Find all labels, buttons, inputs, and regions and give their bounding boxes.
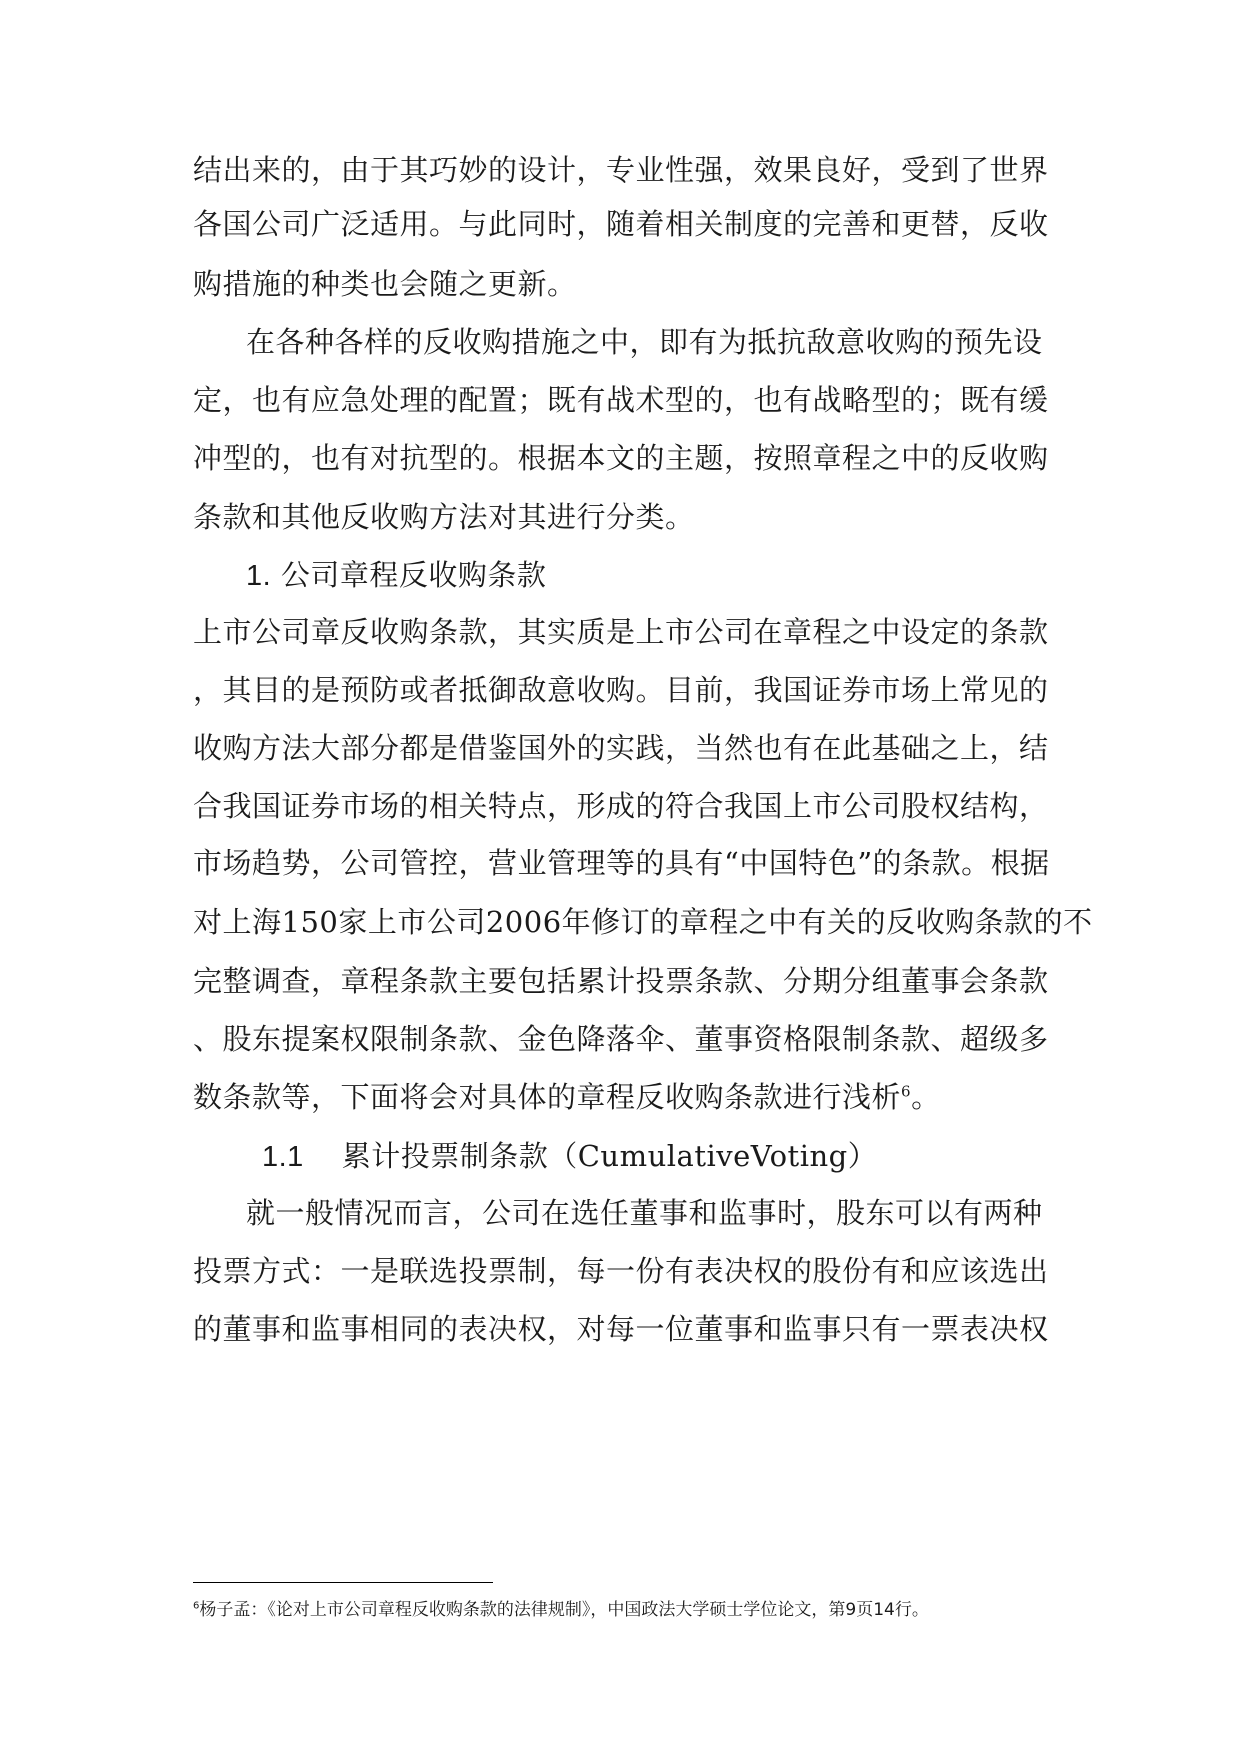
line-end-punct: 。 [911, 1080, 941, 1114]
paragraph-line: 投票方式：一是联选投票制，每一份有表决权的股份有和应该选出 [193, 1254, 1049, 1288]
paragraph-line: 市场趋势，公司管控，营业管理等的具有“中国特色”的条款。根据 [193, 846, 1050, 880]
paragraph-line: 收购方法大部分都是借鉴国外的实践，当然也有在此基础之上，结 [193, 731, 1049, 765]
footnote-marker: 6 [193, 1600, 200, 1612]
footnote-reference[interactable]: 6 [901, 1082, 912, 1101]
paragraph-line: 定，也有应急处理的配置；既有战术型的，也有战略型的；既有缓 [193, 383, 1049, 417]
paragraph-line: ，其目的是预防或者抵御敌意收购。目前，我国证券市场上常见的 [193, 673, 1049, 707]
paragraph-line: 冲型的，也有对抗型的。根据本文的主题，按照章程之中的反收购 [193, 441, 1049, 475]
paragraph-line: 购措施的种类也会随之更新。 [193, 267, 577, 301]
paragraph-line: 条款和其他反收购方法对其进行分类。 [193, 500, 695, 534]
footnote [193, 1598, 929, 1622]
paragraph-line: 就一般情况而言，公司在选任董事和监事时，股东可以有两种 [246, 1196, 1043, 1230]
paragraph-line: 在各种各样的反收购措施之中，即有为抵抗敌意收购的预先设 [246, 325, 1043, 359]
heading-title: 公司章程反收购条款 [280, 558, 547, 592]
paragraph-line: 、股东提案权限制条款、金色降落伞、董事资格限制条款、超级多 [193, 1022, 1049, 1056]
footnote-text: 杨子孟：《论对上市公司章程反收购条款的法律规制》，中国政法大学硕士学位论文，第9页14行。 [199, 1600, 929, 1620]
heading-number: 1.1 [262, 1141, 304, 1173]
paragraph-line: 合我国证券市场的相关特点，形成的符合我国上市公司股权结构， [193, 789, 1049, 823]
line-text: 数条款等，下面将会对具体的章程反收购条款进行浅析 [193, 1080, 902, 1114]
section-heading-2 [262, 1136, 1122, 1177]
paragraph-line: 各国公司广泛适用。与此同时，随着相关制度的完善和更替，反收 [193, 207, 1049, 241]
paragraph-line: 上市公司章反收购条款，其实质是上市公司在章程之中设定的条款 [193, 615, 1049, 649]
paragraph-line [193, 1077, 1053, 1117]
paragraph-line: 的董事和监事相同的表决权，对每一位董事和监事只有一票表决权 [193, 1312, 1049, 1346]
paragraph-line: 结出来的，由于其巧妙的设计，专业性强，效果良好，受到了世界 [193, 153, 1049, 187]
paragraph-line: 对上海150家上市公司2006年修订的章程之中有关的反收购条款的不 [193, 905, 1093, 939]
footnote-divider [193, 1582, 493, 1583]
paragraph-line: 完整调查，章程条款主要包括累计投票条款、分期分组董事会条款 [193, 964, 1049, 998]
heading-title: 累计投票制条款（CumulativeVoting） [341, 1139, 878, 1173]
section-heading-1 [246, 555, 1106, 596]
heading-number: 1. [246, 560, 272, 592]
